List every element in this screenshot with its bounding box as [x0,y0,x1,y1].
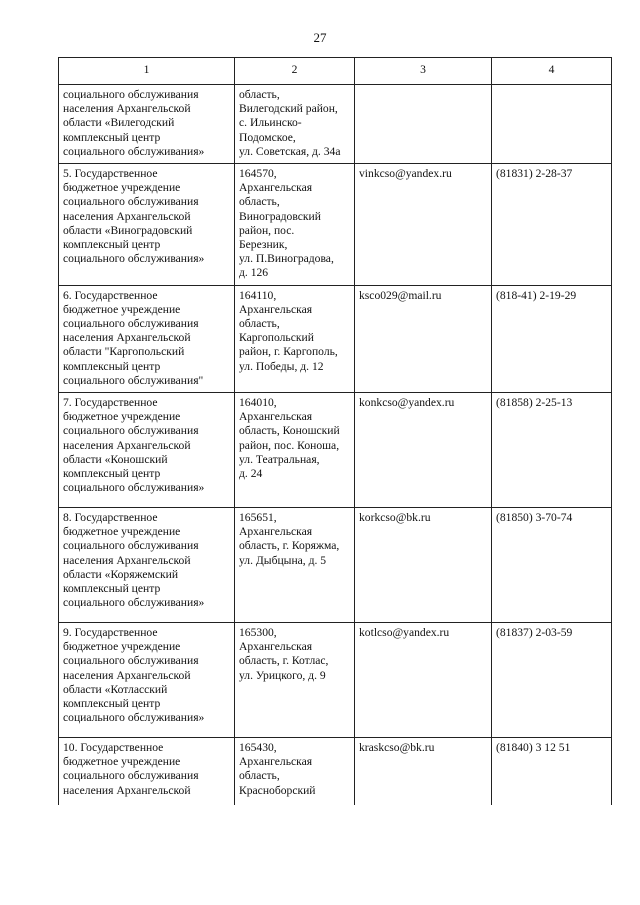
column-header: 3 [355,58,492,85]
email-cell [355,85,492,164]
email-cell: vinkcso@yandex.ru [355,164,492,286]
table-row [59,508,612,623]
phone-cell [492,85,612,164]
table-row [59,85,612,164]
table-header-row [59,58,612,85]
institution-name-cell: 8. Государственное бюджетное учреждение социального обслуживания населения Архангельской области «Коряжемский комплексный центр социального обслуживания» [59,508,235,623]
column-header: 2 [235,58,355,85]
email-cell: kotlcso@yandex.ru [355,623,492,738]
address-cell: 165651, Архангельская область, г. Коряжма, ул. Дыбцына, д. 5 [235,508,355,623]
phone-cell: (81840) 3 12 51 [492,738,612,806]
phone-cell: (81837) 2-03-59 [492,623,612,738]
institution-name-cell: социального обслуживания населения Архангельской области «Вилегодский комплексный центр социального обслуживания» [59,85,235,164]
address-cell: область, Вилегодский район, с. Ильинско- Подомское, ул. Советская, д. 34а [235,85,355,164]
email-cell: kraskcso@bk.ru [355,738,492,806]
email-cell: ksco029@mail.ru [355,285,492,392]
institution-name-cell: 6. Государственное бюджетное учреждение социального обслуживания населения Архангельской области "Каргопольский комплексный центр социального обслуживания" [59,285,235,392]
table-row [59,164,612,286]
address-cell: 164010, Архангельская область, Коношский район, пос. Коноша, ул. Театральная, д. 24 [235,393,355,508]
table-row [59,393,612,508]
column-header: 4 [492,58,612,85]
table-row [59,738,612,806]
address-cell: 164570, Архангельская область, Виноградовский район, пос. Березник, ул. П.Виноградова, д. 126 [235,164,355,286]
phone-cell: (81858) 2-25-13 [492,393,612,508]
phone-cell: (81831) 2-28-37 [492,164,612,286]
institution-name-cell: 7. Государственное бюджетное учреждение социального обслуживания населения Архангельской области «Коношский комплексный центр социального обслуживания» [59,393,235,508]
table-row [59,285,612,392]
address-cell: 164110, Архангельская область, Каргопольский район, г. Каргополь, ул. Победы, д. 12 [235,285,355,392]
institution-name-cell: 10. Государственное бюджетное учреждение социального обслуживания населения Архангельской [59,738,235,806]
column-header: 1 [59,58,235,85]
email-cell: konkcso@yandex.ru [355,393,492,508]
address-cell: 165300, Архангельская область, г. Котлас, ул. Урицкого, д. 9 [235,623,355,738]
institution-name-cell: 5. Государственное бюджетное учреждение социального обслуживания населения Архангельской области «Виноградовский комплексный центр социального обслуживания» [59,164,235,286]
page-number: 27 [313,30,327,45]
email-cell: korkcso@bk.ru [355,508,492,623]
institutions-table [58,57,612,805]
institution-name-cell: 9. Государственное бюджетное учреждение социального обслуживания населения Архангельской области «Котласский комплексный центр социального обслуживания» [59,623,235,738]
address-cell: 165430, Архангельская область, Красноборский [235,738,355,806]
phone-cell: (81850) 3-70-74 [492,508,612,623]
table-row [59,623,612,738]
phone-cell: (818-41) 2-19-29 [492,285,612,392]
